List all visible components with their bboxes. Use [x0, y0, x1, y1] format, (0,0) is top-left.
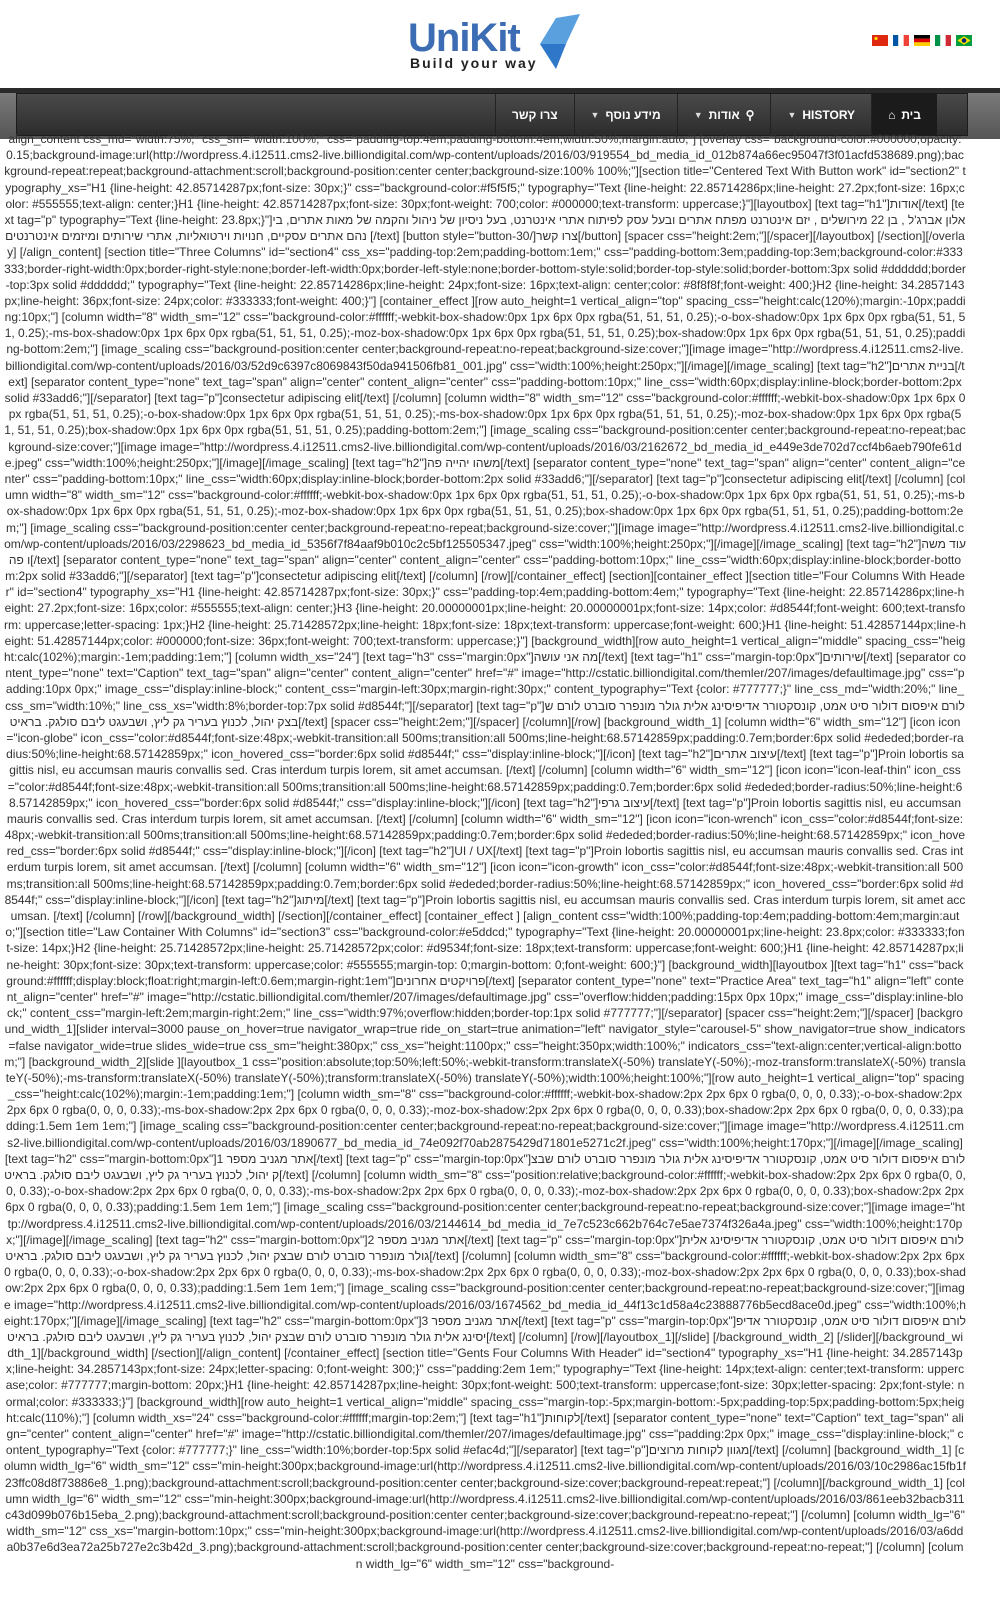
site-header: [0, 0, 1000, 88]
flag-brazil-icon[interactable]: [956, 35, 972, 46]
nav-label-contact: צרו קשר: [511, 107, 558, 122]
flag-france-icon[interactable]: [893, 35, 909, 46]
nav-label-about: אודות: [708, 107, 740, 122]
nav-item-more-info[interactable]: [574, 94, 677, 135]
nav-item-home[interactable]: [871, 94, 937, 135]
chevron-down-icon: ▼: [787, 109, 797, 120]
main-navigation: [16, 93, 968, 136]
nav-item-contact[interactable]: [495, 94, 574, 135]
language-switcher: [872, 35, 972, 46]
chevron-down-icon: ▼: [693, 109, 703, 120]
logo-tagline: Build your way: [410, 55, 538, 71]
raw-shortcode-content: align_content css_md="width:75%;" css_sm="width:100%;" css="padding-top:4em;padding-bottom:4em;width:50%;margin:auto;"] [overlay css="background-color:#000000;opacity:0.15;background-image:url(http://wordpress.4.i12511.cms2-live.billiondigital.com/wp-content/uploads/2016/03/919554_bd_media_id_012b874a66ec95047f3f01acfd538689.png);background-repeat:repeat;background-attachment:scroll;background-position:center center;background-size:100% 100%;"][section title="Centered Text With Button work" id="section2" typography_xs="H1 {line-height: 42.85714287px;font-size: 30px;}" css="background-color:#f5f5f5;" typography="Text {line-height: 22.85714286px;line-height: 27.2px;font-size: 16px;color: #555555;text-align: center;}H1 {line-height: 42.85714287px;font-size: 30px;font-weight: 700;color: #000000;text-transform: uppercase;}"][layoutbox] [text tag="h1"]אודות[/text] [text tag="p" typography="Text {line-height: 23.8px;}"]אלון אברג'ל , בן 22 מירושלים , יזם אינטרנט מפתח אתרים ובעל עסק לפיתוח אתרי אינטרנט, בעל ניסיון של ניהול והקמה של מאות אתרים, בינהם אתרים עסקיים, חנויות וירטואליות, אתרי שירותים ומיזמים אינטרנטים [/text] [button style="button-30/]צרו קשר[/button] [spacer css="height:2em;"][/spacer][/layoutbox] [/section][/overlay] [/align_content] [section title="Three Columns" id="section4" css_xs="padding-top:2em;padding-bottom:1em;" css="padding-bottom:3em;padding-top:3em;background-color:#333333;border-right-width:0px;border-right-style:none;border-left-width:0px;border-left-style:none;border-bottom-style:solid;border-top-style:solid;border-bottom:3px solid #dddddd;border-top:3px solid #dddddd;" typography="Text {line-height: 22.85714286px;line-height: 24px;font-size: 16px;text-align: center;color: #8f8f8f;font-weight: 400;}H2 {line-height: 34.2857143px;line-height: 36px;font-size: 24px;color: #333333;font-weight: 400;}"] [container_effect ][row auto_height=1 vertical_align="top" spacing_css="height:calc(120%);margin:-10px;padding:10px;"] [column width="8" width_sm="12" css="background-color:#ffffff;-webkit-box-shadow:0px 1px 6px 0px rgba(51, 51, 51, 0.25);-o-box-shadow:0px 1px 6px 0px rgba(51, 51, 51, 0.25);-ms-box-shadow:0px 1px 6px 0px rgba(51, 51, 51, 0.25);-moz-box-shadow:0px 1px 6px 0px rgba(51, 51, 51, 0.25);box-shadow:0px 1px 6px 0px rgba(51, 51, 51, 0.25);padding-bottom:2em;"] [image_scaling css="background-position:center center;background-repeat:no-repeat;background-size:cover;"][image image="http://wordpress.4.i12511.cms2-live.billiondigital.com/wp-content/uploads/2016/03/52d9c6397c8069843f50da941506fb81_001.jpg" css="width:100%;height:250px;"][/image][/image_scaling] [text tag="h2"]בניית אתרים[/text] [separator content_type="none" text_tag="span" align="center" content_align="center" css="padding-bottom:10px;" line_css="width:60px;display:inline-block;border-bottom:2px solid #33add6;"][/separator] [text tag="p"]consectetur adipiscing elit[/text] [/column] [column width="8" width_sm="12" css="background-color:#ffffff;-webkit-box-shadow:0px 1px 6px 0px rgba(51, 51, 51, 0.25);-o-box-shadow:0px 1px 6px 0px rgba(51, 51, 51, 0.25);-ms-box-shadow:0px 1px 6px 0px rgba(51, 51, 51, 0.25);-moz-box-shadow:0px 1px 6px 0px rgba(51, 51, 51, 0.25);box-shadow:0px 1px 6px 0px rgba(51, 51, 51, 0.25);padding-bottom:2em;"] [image_scaling css="background-position:center center;background-repeat:no-repeat;background-size:cover;"][image image="http://wordpress.4.i12511.cms2-live.billiondigital.com/wp-content/uploads/2016/03/2162672_bd_media_id_e449e3de702d7ccf4b6aeb790fe61de.jpeg" css="width:100%;height:250px;"][/image][/image_scaling] [text tag="h2"]משהו יהייה פה[/text] [separator content_type="none" text_tag="span" align="center" content_align="center" css="padding-bottom:10px;" line_css="width:60px;display:inline-block;border-bottom:2px solid #33add6;"][/separator] [text tag="p"]consectetur adipiscing elit[/text] [/column] [column width="8" width_sm="12" css="background-color:#ffffff;-webkit-box-shadow:0px 1px 6px 0px rgba(51, 51, 51, 0.25);-o-box-shadow:0px 1px 6px 0px rgba(51, 51, 51, 0.25);-ms-box-shadow:0px 1px 6px 0px rgba(51, 51, 51, 0.25);-moz-box-shadow:0px 1px 6px 0px rgba(51, 51, 51, 0.25);box-shadow:0px 1px 6px 0px rgba(51, 51, 51, 0.25);padding-bottom:2em;"] [image_scaling css="background-position:center center;background-repeat:no-repeat;background-size:cover;"][image image="http://wordpress.4.i12511.cms2-live.billiondigital.com/wp-content/uploads/2016/03/2298623_bd_media_id_5356f7f84aaf9b010c2c5bf125505347.jpeg" css="width:100%;height:250px;"][/image][/image_scaling] [text tag="h2"]עוד משהו פה[/text] [separator content_type="none" text_tag="span" align="center" content_align="center" css="padding-bottom:10px;" line_css="width:60px;display:inline-block;border-bottom:2px solid #33add6;"][/separator] [text tag="p"]consectetur adipiscing elit[/text] [/column] [/row][/container_effect] [section][container_effect ][section title="Four Columns With Header" id="section4" typography_xs="H1 {line-height: 42.85714287px;font-size: 30px;}" css="padding-top:4em;padding-bottom:4em;" typography="Text {line-height: 22.85714286px;line-height: 27.2px;font-size: 16px;color: #555555;text-align: center;}H3 {line-height: 20.00000001px;line-height: 20.00000001px;font-size: 14px;color: #d8544f;font-weight: 600;text-transform: uppercase;letter-spacing: 1px;}H2 {line-height: 25.71428572px;line-height: 18px;font-size: 18px;text-transform: uppercase;font-weight: 600;}H1 {line-height: 51.42857144px;line-height: 51.42857144px;color: #000000;font-size: 36px;font-weight: 700;text-transform: uppercase;}"] [background_width][row auto_height=1 vertical_align="middle" spacing_css="height:calc(102%);margin:-1em;padding:1em;"] [column width_xs="24"] [text tag="h3" css="margin:0px"]מה אני עושה[/text] [text tag="h1" css="margin-top:0px"]שירותים[/text] [separator content_type="none" text="Caption" text_tag="span" align="center" content_align="center" href="#" image="http://cstatic.billiondigital.com/themler/207/images/defaultimage.jpg" css="padding:10px 0px;" image_css="display:inline-block;" content_css="margin-left:30px;margin-right:30px;" content_typography="Text {color: #777777;}" line_css_md="width:20%;" line_css_sm="width:10%;" line_css_xs="width:8%;border-top:7px solid #d8544f;"][/separator] [text tag="p"]לורם איפסום דולור סיט אמט, קונסקטורר אדיפיסינג אלית גולר מונפרר סוברט לורם שבצק יהול, לכנוץ בעריר גק ליץ, ושבעגט ליבם סולגק. בראיט[/text] [spacer css="height:2em;"][/spacer] [/column][/row] [background_width_1] [column width="6" width_sm="12"] [icon icon="icon-globe" icon_css="color:#d8544f;font-size:48px;-webkit-transition:all 500ms;transition:all 500ms;line-height:68.57142859px;padding:0.7em;border:6px solid #ededed;border-radius:50%;line-height:68.57142859px;" icon_hovered_css="border:6px solid #d8544f;" css="display:inline-block;"][/icon] [text tag="h2"]עיצוב אתרים[/text] [text tag="p"]Proin lobortis sagittis nisl, eu accumsan mauris convallis sed. Cras interdum turpis lorem, sit amet accumsan. [/text] [/column] [column width="6" width_sm="12"] [icon icon="icon-leaf-thin" icon_css="color:#d8544f;font-size:48px;-webkit-transition:all 500ms;transition:all 500ms;line-height:68.57142859px;padding:0.7em;border:6px solid #ededed;border-radius:50%;line-height:68.57142859px;" icon_hovered_css="border:6px solid #d8544f;" css="display:inline-block;"][/icon] [text tag="h2"]עיצוב גרפי[/text] [text tag="p"]Proin lobortis sagittis nisl, eu accumsan mauris convallis sed. Cras interdum turpis lorem, sit amet accumsan. [/text] [/column] [column width="6" width_sm="12"] [icon icon="icon-wrench" icon_css="color:#d8544f;font-size:48px;-webkit-transition:all 500ms;transition:all 500ms;line-height:68.57142859px;padding:0.7em;border:6px solid #ededed;border-radius:50%;line-height:68.57142859px;" icon_hovered_css="border:6px solid #d8544f;" css="display:inline-block;"][/icon] [text tag="h2"]UI / UX[/text] [text tag="p"]Proin lobortis sagittis nisl, eu accumsan mauris convallis sed. Cras interdum turpis lorem, sit amet accumsan. [/text] [/column] [column width="6" width_sm="12"] [icon icon="icon-growth" icon_css="color:#d8544f;font-size:48px;-webkit-transition:all 500ms;transition:all 500ms;line-height:68.57142859px;padding:0.7em;border:6px solid #ededed;border-radius:50%;line-height:68.57142859px;" icon_hovered_css="border:6px solid #d8544f;" css="display:inline-block;"][/icon] [text tag="h2"]מיתוג[/text] [text tag="p"]Proin lobortis sagittis nisl, eu accumsan mauris convallis sed. Cras interdum turpis lorem, sit amet accumsan. [/text] [/column] [/row][/background_width] [/section][/container_effect] [container_effect ] [align_content css="width:100%;padding-top:4em;padding-bottom:4em;margin:auto;"][section title="Law Container With Columns" id="section3" css="background-color:#e5ddcd;" typography="Text {line-height: 20.00000001px;line-height: 23.8px;color: #333333;font-size: 14px;}H2 {line-height: 25.71428572px;line-height: 25.71428572px;color: #d9534f;font-size: 18px;text-transform: uppercase;font-weight: 600;}H1 {line-height: 42.85714287px;line-height: 30px;font-size: 30px;text-transform: uppercase;color: #555555;margin-top: 0;margin-bottom: 0;font-weight: 600;}"] [background_width][layoutbox ][text tag="h1" css="background:#ffffff;display:block;float:right;margin-left:0.6em;margin-right:1em"]פרויקטים אחרונים[/text] [separator content_type="none" text="Practice Area" text_tag="h1" align="left" content_align="center" href="#" image="http://cstatic.billiondigital.com/themler/207/images/defaultimage.jpg" css="overflow:hidden;padding:15px 0px 10px;" image_css="display:inline-block;" content_css="margin-left:2em;margin-right:2em;" line_css="width:97%;overflow:hidden;border-top:1px solid #777777;"][/separator] [spacer css="height:2em;"][/spacer] [background_width_1][slider interval=3000 pause_on_hover=true navigator_wrap=true ride_on_start=true animation="left" navigator_style="carousel-5" show_navigator=true show_indicators=false navigator_wide=true slides_wide=true css_sm="height:380px;" css_xs="height:1100px;" css="height:350px;width:100%;" indicators_css="text-align:center;vertical-align:bottom;"] [background_width_2][slide ][layoutbox_1 css="position:absolute;top:50%;left:50%;-webkit-transform:translateX(-50%) translateY(-50%);-moz-transform:translateX(-50%) translateY(-50%);-ms-transform:translateX(-50%) translateY(-50%);transform:translateX(-50%) translateY(-50%);width:100%;height:100%;"][row auto_height=1 vertical_align="top" spacing_css="height:calc(102%);margin:-1em;padding:1em;"] [column width_sm="8" css="background-color:#ffffff;-webkit-box-shadow:2px 2px 6px 0 rgba(0, 0, 0, 0.33);-o-box-shadow:2px 2px 6px 0 rgba(0, 0, 0, 0.33);-ms-box-shadow:2px 2px 6px 0 rgba(0, 0, 0, 0.33);-moz-box-shadow:2px 2px 6px 0 rgba(0, 0, 0, 0.33);box-shadow:2px 2px 6px 0 rgba(0, 0, 0, 0.33);padding:1.5em 1em 1em;"] [image_scaling css="background-position:center center;background-repeat:no-repeat;background-size:cover;"][image image="http://wordpress.4.i12511.cms2-live.billiondigital.com/wp-content/uploads/2016/03/1890677_bd_media_id_74e092f70ab2875429d71801e5271c2f.jpeg" css="width:100%;height:170px;"][/image][/image_scaling] [text tag="h2" css="margin-bottom:0px"]אתר מגניב מספר 1[/text] [text tag="p" css="margin-top:0px"]לורם איפסום דולור סיט אמט, קונסקטורר אדיפיסינג אלית גולר מונפרר סוברט לורם שבצק יהול, לכנוץ בעריר גק ליץ, ושבעגט ליבם סולגק. בראיט[/text] [/column] [column width_sm="8" css="position:relative;background-color:#ffffff;-webkit-box-shadow:2px 2px 6px 0 rgba(0, 0, 0, 0.33);-o-box-shadow:2px 2px 6px 0 rgba(0, 0, 0, 0.33);-ms-box-shadow:2px 2px 6px 0 rgba(0, 0, 0, 0.33);-moz-box-shadow:2px 2px 6px 0 rgba(0, 0, 0, 0.33);box-shadow:2px 2px 6px 0 rgba(0, 0, 0, 0.33);padding:1.5em 1em 1em;"] [image_scaling css="background-position:center center;background-repeat:no-repeat;background-size:cover;"][image image="http://wordpress.4.i12511.cms2-live.billiondigital.com/wp-content/uploads/2016/03/2144614_bd_media_id_7e7c523c662b764c7e5ae7374f326a4a.jpeg" css="width:100%;height:170px;"][/image][/image_scaling] [text tag="h2" css="margin-bottom:0px"]אתר מגניב מספר 2[/text] [text tag="p" css="margin-top:0px"]לורם איפסום דולור סיט אמט, קונסקטורר אדיפיסינג אלית גולר מונפרר סוברט לורם שבצק יהול, לכנוץ בעריר גק ליץ, ושבעגט ליבם סולגק. בראיט[/text] [/column] [column width_sm="8" css="background-color:#ffffff;-webkit-box-shadow:2px 2px 6px 0 rgba(0, 0, 0, 0.33);-o-box-shadow:2px 2px 6px 0 rgba(0, 0, 0, 0.33);-ms-box-shadow:2px 2px 6px 0 rgba(0, 0, 0, 0.33);-moz-box-shadow:2px 2px 6px 0 rgba(0, 0, 0, 0.33);box-shadow:2px 2px 6px 0 rgba(0, 0, 0, 0.33);padding:1.5em 1em 1em;"] [image_scaling css="background-position:center center;background-repeat:no-repeat;background-size:cover;"][image image="http://wordpress.4.i12511.cms2-live.billiondigital.com/wp-content/uploads/2016/03/1674562_bd_media_id_44f13c1d58a4c23888776b5ecd8ace0d.jpeg" css="width:100%;height:170px;"][/image][/image_scaling] [text tag="h2" css="margin-bottom:0px"]אתר מגניב מספר 3[/text] [text tag="p" css="margin-top:0px"]לורם איפסום דולור סיט אמט, קונסקטורר אדיפיסינג אלית גולר מונפרר סוברט לורם שבצק יהול, לכנוץ בעריר גק ליץ, ושבעגט ליבם סולגק. בראיט[/text] [/column] [/row][/layoutbox_1][/slide] [/background_width_2] [/slider][/background_width_1][/background_width] [/section][/align_content] [/container_effect] [section title="Gents Four Columns With Header" id="section4" typography_xs="H1 {line-height: 34.2857143px;line-height: 34.2857143px;font-size: 24px;letter-spacing: 0;font-weight: 300;}" css="padding:2em 1em;" typography="Text {line-height: 14px;text-align: center;text-transform: uppercase;color: #777777;margin-bottom: 20px;}H1 {line-height: 42.85714287px;line-height: 30px;font-weight: 500;text-transform: uppercase;font-size: 30px;letter-spacing: 2px;font-style: normal;color: #333333;}"] [background_width][row auto_height=1 vertical_align="middle" spacing_css="margin-top:-5px;margin-bottom:-5px;padding-top:5px;padding-bottom:5px;height:calc(110%);"] [column width_xs="24" css="background-color:#ffffff;margin-top:2em;"] [text tag="h1"]לקוחות[/text] [separator content_type="none" text="Caption" text_tag="span" align="center" content_align="center" href="#" image="http://cstatic.billiondigital.com/themler/207/images/defaultimage.jpg" css="padding:2px 0px;" image_css="display:inline-block;" content_typography="Text {color: #777777;}" line_css="width:10%;border-top:5px solid #efac4d;"][/separator] [text tag="p"]מגוון לקוחות מרוצים[/text] [/column] [background_width_1] [column width_lg="6" width_sm="12" css="min-height:300px;background-image:url(http://wordpress.4.i12511.cms2-live.billiondigital.com/wp-content/uploads/2016/03/10c2986ac15fb1f23ffc08d8f73886e8_1.png);background-attachment:scroll;background-position:center center;background-size:cover;background-repeat:repeat;"] [/column][/background_width_1] [column width_lg="6" width_sm="12" css="min-height:300px;background-image:url(http://wordpress.4.i12511.cms2-live.billiondigital.com/wp-content/uploads/2016/03/861eeb32bacb311c43d099b076b15eba_2.png);background-attachment:scroll;background-position:center center;background-size:cover;background-repeat:no-repeat;"] [/column] [column width_lg="6" width_sm="12" css_xs="margin-bottom:10px;" css="min-height:300px;background-image:url(http://wordpress.4.i12511.cms2-live.billiondigital.com/wp-content/uploads/2016/03/a6dda0b37e6d3ea72a25b727e2c3b42d_3.png);background-attachment:scroll;background-position:center center;background-size:cover;background-repeat:no-repeat;"] [/column] [column width_lg="6" width_sm="12" css="background-: [4, 132, 966, 1571]
home-icon: ⌂: [888, 107, 896, 122]
logo-wordmark: UniKit: [408, 16, 520, 60]
logo-mark-icon: [536, 14, 582, 70]
map-marker-icon: ⚲: [745, 107, 755, 122]
nav-item-about[interactable]: [677, 94, 771, 135]
nav-label-home: בית: [901, 107, 921, 122]
nav-item-history[interactable]: [770, 94, 871, 135]
nav-label-history: HISTORY: [802, 107, 856, 122]
site-logo[interactable]: [408, 14, 594, 74]
nav-label-more-info: מידע נוסף: [605, 107, 661, 122]
flag-italy-icon[interactable]: [935, 35, 951, 46]
flag-china-icon[interactable]: [872, 35, 888, 46]
flag-germany-icon[interactable]: [914, 35, 930, 46]
chevron-down-icon: ▼: [590, 109, 600, 120]
